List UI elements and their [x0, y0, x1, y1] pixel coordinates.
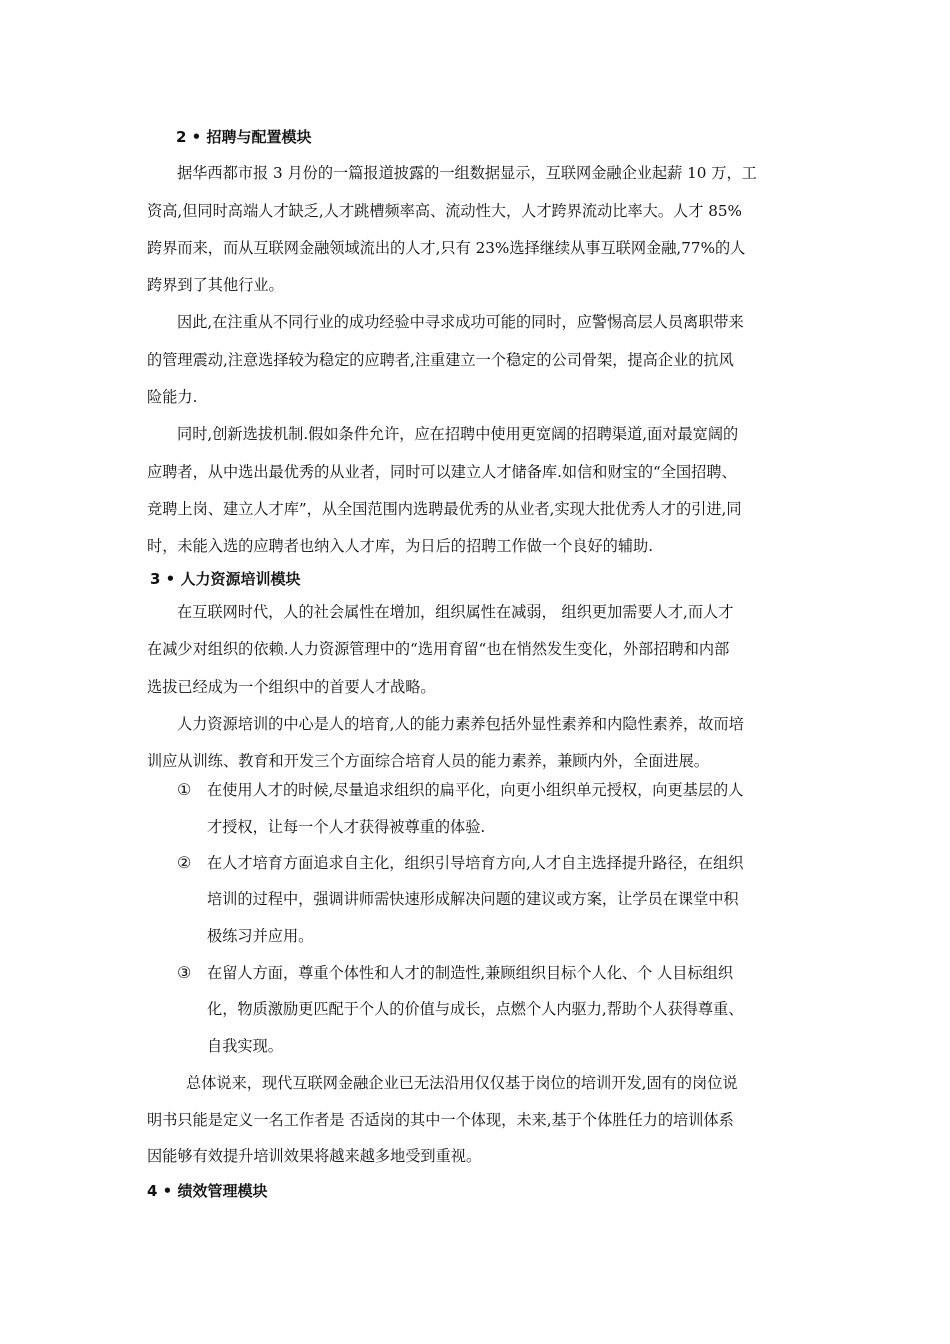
- paragraph-line: 在互联网时代，人的社会属性在增加，组织属性在减弱， 组织更加需要人才,而人才: [177, 603, 734, 621]
- list-marker-3: ③: [177, 963, 192, 982]
- paragraph-line: 因能够有效提升培训效果将越来越多地受到重视。: [147, 1147, 482, 1165]
- paragraph-line: 据华西都市报 3 月份的一篇报道披露的一组数据显示，互联网金融企业起薪 10 万，工: [177, 164, 757, 182]
- paragraph-line: 的管理震动,注意选择较为稳定的应聘者,注重建立一个稳定的公司骨架，提高企业的抗风: [147, 351, 734, 369]
- list-item-line: 自我实现。: [207, 1037, 283, 1055]
- list-item-line: 在留人方面，尊重个体性和人才的制造性,兼顾组织目标个人化、个 人目标组织: [207, 964, 734, 982]
- paragraph-line: 在减少对组织的依赖.人力资源管理中的“选用育留“也在悄然发生变化，外部招聘和内部: [147, 640, 730, 658]
- paragraph-line: 应聘者，从中选出最优秀的从业者，同时可以建立人才储备库.如信和财宝的“全国招聘、: [147, 463, 737, 481]
- list-item-line: 在使用人才的时候,尽量追求组织的扁平化，向更小组织单元授权，向更基层的人: [207, 781, 744, 799]
- section-heading-recruitment: 2 • 招聘与配置模块: [176, 128, 312, 146]
- section-heading-training: 3 • 人力资源培训模块: [150, 570, 301, 588]
- list-item-line: 才授权，让每一个人才获得被尊重的体验.: [207, 818, 486, 836]
- paragraph-line: 竞聘上岗、建立人才库”，从全国范围内选聘最优秀的从业者,实现大批优秀人才的引进,同: [147, 500, 742, 518]
- paragraph-line: 险能力.: [147, 388, 198, 406]
- paragraph-line: 时，未能入选的应聘者也纳入人才库，为日后的招聘工作做一个良好的辅助.: [147, 537, 654, 555]
- paragraph-line: 跨界到了其他行业。: [147, 276, 284, 294]
- list-marker-1: ①: [177, 780, 192, 799]
- paragraph-line: 明书只能是定义一名工作者是 否适岗的其中一个体现，未来,基于个体胜任力的培训体系: [147, 1111, 734, 1129]
- list-item-line: 极练习并应用。: [207, 927, 314, 945]
- paragraph-line: 总体说来，现代互联网金融企业已无法沿用仅仅基于岗位的培训开发,固有的岗位说: [186, 1074, 738, 1092]
- paragraph-line: 跨界而来，而从互联网金融领域流出的人才,只有 23%选择继续从事互联网金融,77%的人: [147, 239, 746, 257]
- list-item-line: 化，物质激励更匹配于个人的价值与成长，点燃个人内驱力,帮助个人获得尊重、: [207, 1000, 744, 1018]
- paragraph-line: 资高,但同时高端人才缺乏,人才跳槽频率高、流动性大，人才跨界流动比率大。人才 85%: [147, 202, 742, 220]
- paragraph-line: 同时,创新选拔机制.假如条件允许，应在招聘中使用更宽阔的招聘渠道,面对最宽阔的: [177, 425, 739, 443]
- list-item-line: 培训的过程中，强调讲师需快速形成解决问题的建议或方案，让学员在课堂中积: [207, 890, 739, 908]
- paragraph-line: 训应从训练、教育和开发三个方面综合培育人员的能力素养，兼顾内外，全面进展。: [147, 752, 709, 770]
- paragraph-line: 选拔已经成为一个组织中的首要人才战略。: [147, 678, 436, 696]
- list-item-line: 在人才培育方面追求自主化，组织引导培育方向,人才自主选择提升路径，在组织: [207, 854, 744, 872]
- paragraph-line: 因此,在注重从不同行业的成功经验中寻求成功可能的同时，应警惕高层人员离职带来: [177, 313, 744, 331]
- paragraph-line: 人力资源培训的中心是人的培育,人的能力素养包括外显性素养和内隐性素养，故而培: [177, 715, 744, 733]
- section-heading-performance: 4 • 绩效管理模块: [147, 1182, 268, 1200]
- list-marker-2: ②: [177, 853, 192, 872]
